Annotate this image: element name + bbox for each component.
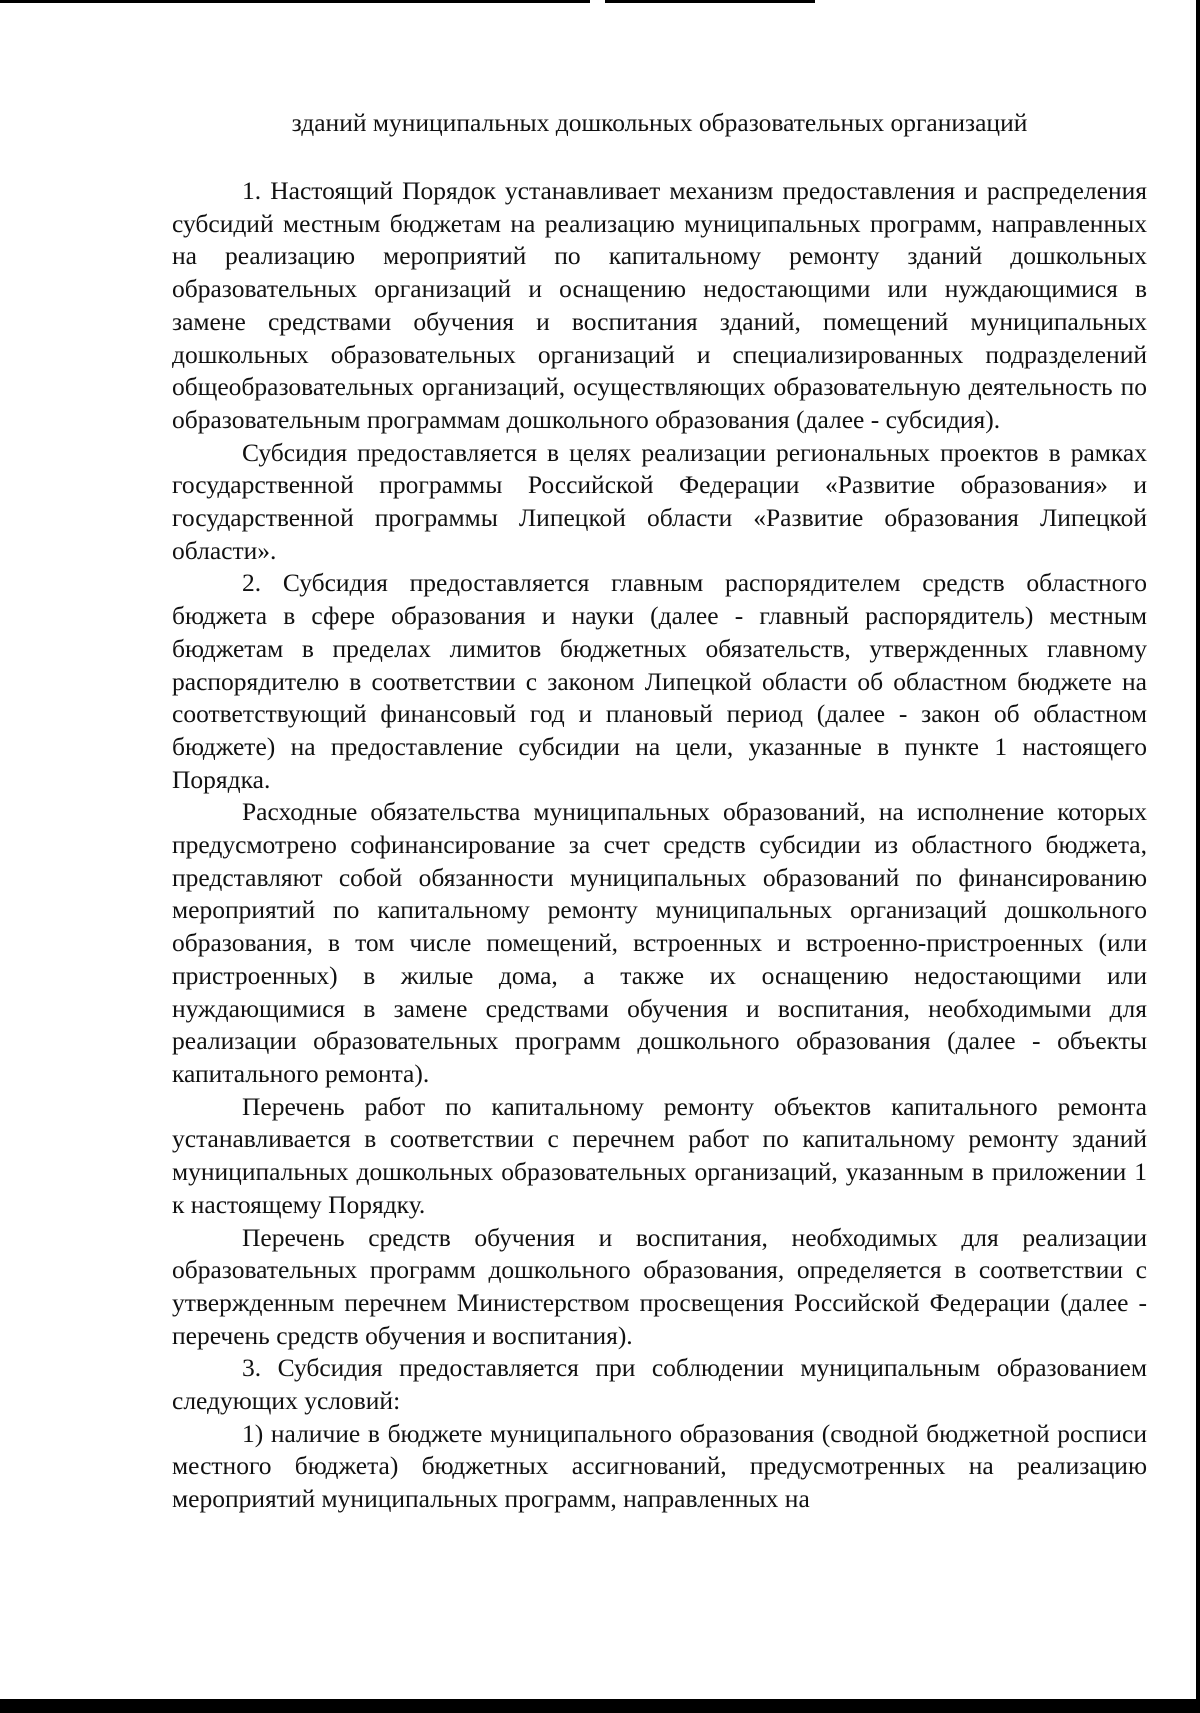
paragraph-6: Перечень средств обучения и воспитания, необходимых для реализации образовательных программ дошкольного образования, определяется в соответствии с утвержденным перечнем Министерством просвещения Российской Федерации (далее - перечень средств обучения и воспитания).: [172, 1222, 1147, 1350]
paragraph-3: 2. Субсидия предоставляется главным распорядителем средств областного бюджета в сфере образования и науки (далее - главный распорядитель) местным бюджетам в пределах лимитов бюджетных обязательств, утвержденных главному распорядителю в соответствии с законом Липецкой области об областном бюджете на соответствующий финансовый год и плановый период (далее - закон об областном бюджете) на предоставление субсидии на цели, указанные в пункте 1 настоящего Порядка.: [172, 568, 1147, 794]
paragraph-5: Перечень работ по капитальному ремонту объектов капитального ремонта устанавливается в соответствии с перечнем работ по капитальному ремонту зданий муниципальных дошкольных образовательных организаций, указанным в приложении 1 к настоящему Порядку.: [172, 1091, 1147, 1219]
paragraph-8: 1) наличие в бюджете муниципального образования (сводной бюджетной росписи местного бюджета) бюджетных ассигнований, предусмотренных на реализацию мероприятий муниципальных программ, направленных на: [172, 1418, 1147, 1514]
paragraph-7: 3. Субсидия предоставляется при соблюдении муниципальным образованием следующих условий:: [172, 1353, 1147, 1416]
paragraph-2: Субсидия предоставляется в целях реализации региональных проектов в рамках государственной программы Российской Федерации «Развитие образования» и государственной программы Липецкой области «Развитие образования Липецкой области».: [172, 437, 1147, 565]
scan-edge-top-left: [0, 0, 590, 3]
paragraph-1: 1. Настоящий Порядок устанавливает механизм предоставления и распределения субсидий местным бюджетам на реализацию муниципальных программ, направленных на реализацию мероприятий по капитальному ремонту зданий дошкольных образовательных организаций и оснащению недостающими или нуждающимися в замене средствами обучения и воспитания зданий, помещений муниципальных дошкольных образовательных организаций и специализированных подразделений общеобразовательных организаций, осуществляющих образовательную деятельность по образовательным программам дошкольного образования (далее - субсидия).: [172, 176, 1147, 434]
section-heading: зданий муниципальных дошкольных образовательных организаций: [291, 108, 1028, 137]
document-body: [172, 175, 1147, 1516]
scan-edge-bottom: [0, 1699, 1200, 1713]
scan-edge-top-right: [605, 0, 815, 3]
scan-edge-right: [1196, 0, 1200, 1713]
paragraph-4: Расходные обязательства муниципальных образований, на исполнение которых предусмотрено софинансирование за счет средств субсидии из областного бюджета, представляют собой обязанности муниципальных образований по финансированию мероприятий по капитальному ремонту муниципальных организаций дошкольного образования, в том числе помещений, встроенных и встроенно-пристроенных (или пристроенных) в жилые дома, а также их оснащению недостающими или нуждающимися в замене средствами обучения и воспитания, необходимыми для реализации образовательных программ дошкольного образования (далее - объекты капитального ремонта).: [172, 797, 1147, 1088]
